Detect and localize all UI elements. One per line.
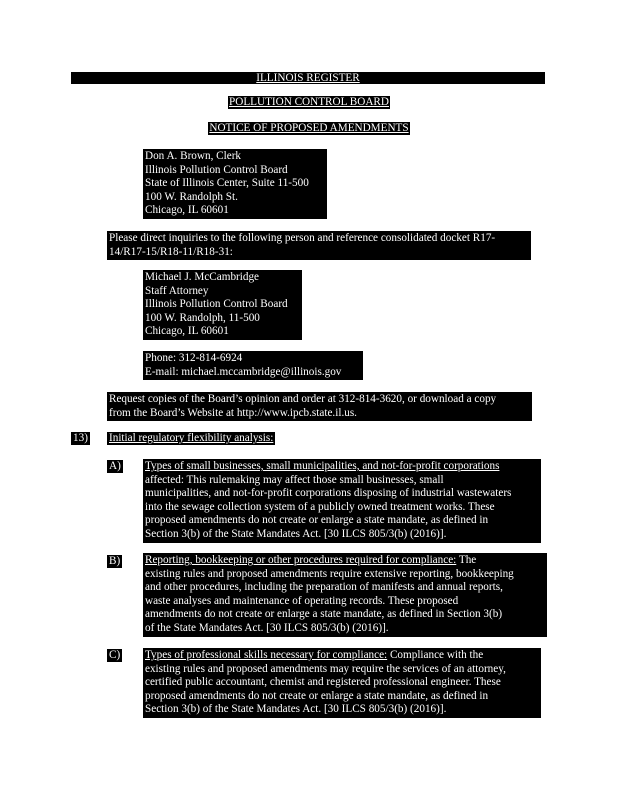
text-line: and other procedures, including the preparation of manifests and annual reports, [145, 581, 503, 594]
text-line: municipalities, and not-for-profit corporations disposing of industrial wastewaters [145, 487, 512, 500]
inquiries-paragraph [107, 231, 531, 260]
item-c-paragraph [143, 648, 541, 718]
text-line: existing rules and proposed amendments require extensive reporting, bookkeeping [145, 567, 514, 580]
contact-phone: Phone: 312-814-6924 [145, 352, 243, 364]
address-line: Don A. Brown, Clerk [145, 150, 242, 162]
clerk-address-block [143, 149, 327, 219]
request-copies-paragraph [107, 392, 532, 421]
text-line: from the Board’s Website at http://www.ipcb.state.il.us. [109, 406, 357, 419]
register-title: ILLINOIS REGISTER [256, 72, 360, 84]
address-line: Chicago, IL 60601 [145, 325, 229, 338]
item-letter: A) [109, 460, 121, 472]
text-line: Request copies of the Board’s opinion and order at 312-814-3620, or download a copy [109, 393, 497, 405]
contact-details-block [143, 351, 363, 380]
item-b-paragraph [143, 553, 547, 637]
address-line: 100 W. Randolph, 11-500 [145, 311, 260, 324]
item-heading-line: Types of professional skills necessary for compliance: Compliance with the [145, 649, 484, 661]
text-line: existing rules and proposed amendments may require the services of an attorney, [145, 662, 506, 675]
item-letter: C) [109, 649, 121, 661]
item-heading: Types of small businesses, small municipalities, and not-for-profit corporations [145, 460, 500, 472]
address-line: Illinois Pollution Control Board [145, 163, 288, 176]
item-heading: Reporting, bookkeeping or other procedures required for compliance: The [145, 554, 477, 566]
agency-title: POLLUTION CONTROL BOARD [229, 96, 389, 108]
item-a-paragraph [143, 459, 541, 543]
notice-title: NOTICE OF PROPOSED AMENDMENTS [209, 122, 409, 134]
agency-title-line [0, 96, 618, 109]
address-line: State of Illinois Center, Suite 11-500 [145, 177, 309, 190]
text-line: into the sewage collection system of a publicly owned treatment works. These [145, 500, 495, 513]
contact-name: Michael J. McCambridge [145, 271, 260, 283]
section-number: 13) [73, 432, 88, 444]
text-line: affected: This rulemaking may affect those small businesses, small [145, 473, 444, 486]
text-line: Please direct inquiries to the following person and reference consolidated docket R17- [109, 232, 496, 244]
text-line: Section 3(b) of the State Mandates Act. [30 ILCS 805/3(b) (2016)]. [145, 527, 447, 540]
address-line: 100 W. Randolph St. [145, 190, 238, 203]
register-header-bar [71, 72, 545, 84]
section-title: Initial regulatory flexibility analysis: [109, 432, 274, 444]
contact-title: Staff Attorney [145, 284, 209, 297]
contact-email: E-mail: michael.mccambridge@illinois.gov [145, 365, 342, 378]
text-line: Section 3(b) of the State Mandates Act. [30 ILCS 805/3(b) (2016)]. [145, 703, 447, 716]
item-letter: B) [109, 555, 121, 567]
contact-address-block [143, 270, 302, 340]
text-line: 14/R17-15/R18-11/R18-31: [109, 245, 233, 258]
text-line: of the State Mandates Act. [30 ILCS 805/3(b) (2016)]. [145, 621, 389, 634]
address-line: Illinois Pollution Control Board [145, 298, 288, 311]
text-line: certified public accountant, chemist and registered professional engineer. These [145, 676, 501, 689]
address-line: Chicago, IL 60601 [145, 204, 229, 217]
notice-title-line [0, 122, 618, 135]
text-line: proposed amendments do not create or enlarge a state mandate, as defined in [145, 689, 489, 702]
text-line: waste analyses and maintenance of operating records. These proposed [145, 594, 459, 607]
text-line: proposed amendments do not create or enlarge a state mandate, as defined in [145, 514, 489, 527]
text-line: amendments do not create or enlarge a state mandate, as defined in Section 3(b) [145, 608, 503, 621]
